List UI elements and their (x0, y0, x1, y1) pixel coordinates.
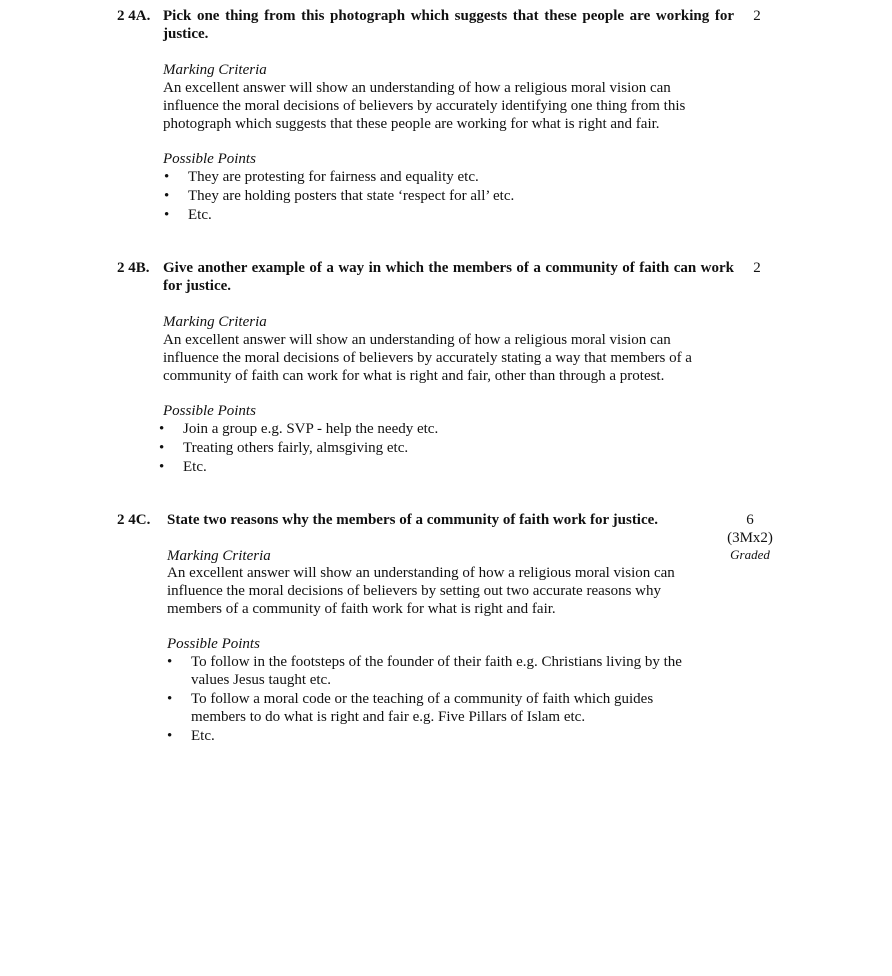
marking-criteria-text: An excellent answer will show an understanding of how a religious moral vision can influence the moral decisions of believers by setting out two accurate reasons why members of a community of faith work for what is right and fair. (167, 565, 675, 617)
marks-value: 2 (753, 8, 761, 24)
marks-note: Graded (730, 547, 770, 562)
marks-value: 2 (753, 260, 761, 276)
question-number: 2 4C. (117, 512, 151, 528)
marking-criteria-heading: Marking Criteria (167, 548, 271, 564)
possible-points-heading: Possible Points (167, 636, 260, 652)
question-number: 2 4B. (117, 260, 150, 276)
question-text: State two reasons why the members of a community of faith work for justice. (167, 512, 659, 528)
question-text: Give another example of a way in which the members of a community of faith can work for justice. (163, 260, 734, 294)
possible-points-heading: Possible Points (163, 403, 256, 419)
possible-points-list (167, 653, 711, 746)
list-item: • To follow a moral code or the teaching of a community of faith which guides members to do what is right and fair e.g. Five Pillars of Islam etc. (167, 691, 654, 725)
bullet-icon: • (159, 459, 165, 475)
bullet-icon: • (167, 654, 173, 670)
bullet-icon: • (164, 188, 170, 204)
list-item: • To follow in the footsteps of the founder of their faith e.g. Christians living by the values Jesus taught etc. (167, 654, 682, 688)
marking-criteria-text: An excellent answer will show an understanding of how a religious moral vision can influence the moral decisions of believers by accurately stating a way that members of a community of faith can work for what is right and fair, other than through a protest. (163, 332, 692, 384)
marking-criteria-text: An excellent answer will show an understanding of how a religious moral vision can influence the moral decisions of believers by accurately identifying one thing from this photograph which suggests that these people are working for what is right and fair. (163, 80, 686, 132)
list-item: • Etc. (167, 728, 215, 744)
list-item: • They are holding posters that state ‘respect for all’ etc. (164, 188, 515, 204)
list-item: • Etc. (159, 459, 207, 475)
bullet-icon: • (167, 691, 173, 707)
bullet-icon: • (164, 207, 170, 223)
list-item: • Etc. (164, 207, 212, 223)
question-number: 2 4A. (117, 8, 151, 24)
marks-column (720, 511, 780, 563)
question-text: Pick one thing from this photograph which suggests that these people are working for justice. (163, 8, 734, 42)
list-item: • They are protesting for fairness and equality etc. (164, 169, 479, 185)
bullet-icon: • (164, 169, 170, 185)
list-item: • Treating others fairly, almsgiving etc. (159, 440, 409, 456)
possible-points-list (159, 420, 723, 477)
list-item: • Join a group e.g. SVP - help the needy etc. (159, 421, 439, 437)
marks-value: 6 (746, 512, 754, 528)
marking-criteria-heading: Marking Criteria (163, 314, 267, 330)
bullet-icon: • (159, 440, 165, 456)
bullet-icon: • (167, 728, 173, 744)
marking-criteria-heading: Marking Criteria (163, 62, 267, 78)
possible-points-list (164, 168, 728, 225)
marks-breakdown: (3Mx2) (727, 530, 773, 546)
bullet-icon: • (159, 421, 165, 437)
possible-points-heading: Possible Points (163, 151, 256, 167)
